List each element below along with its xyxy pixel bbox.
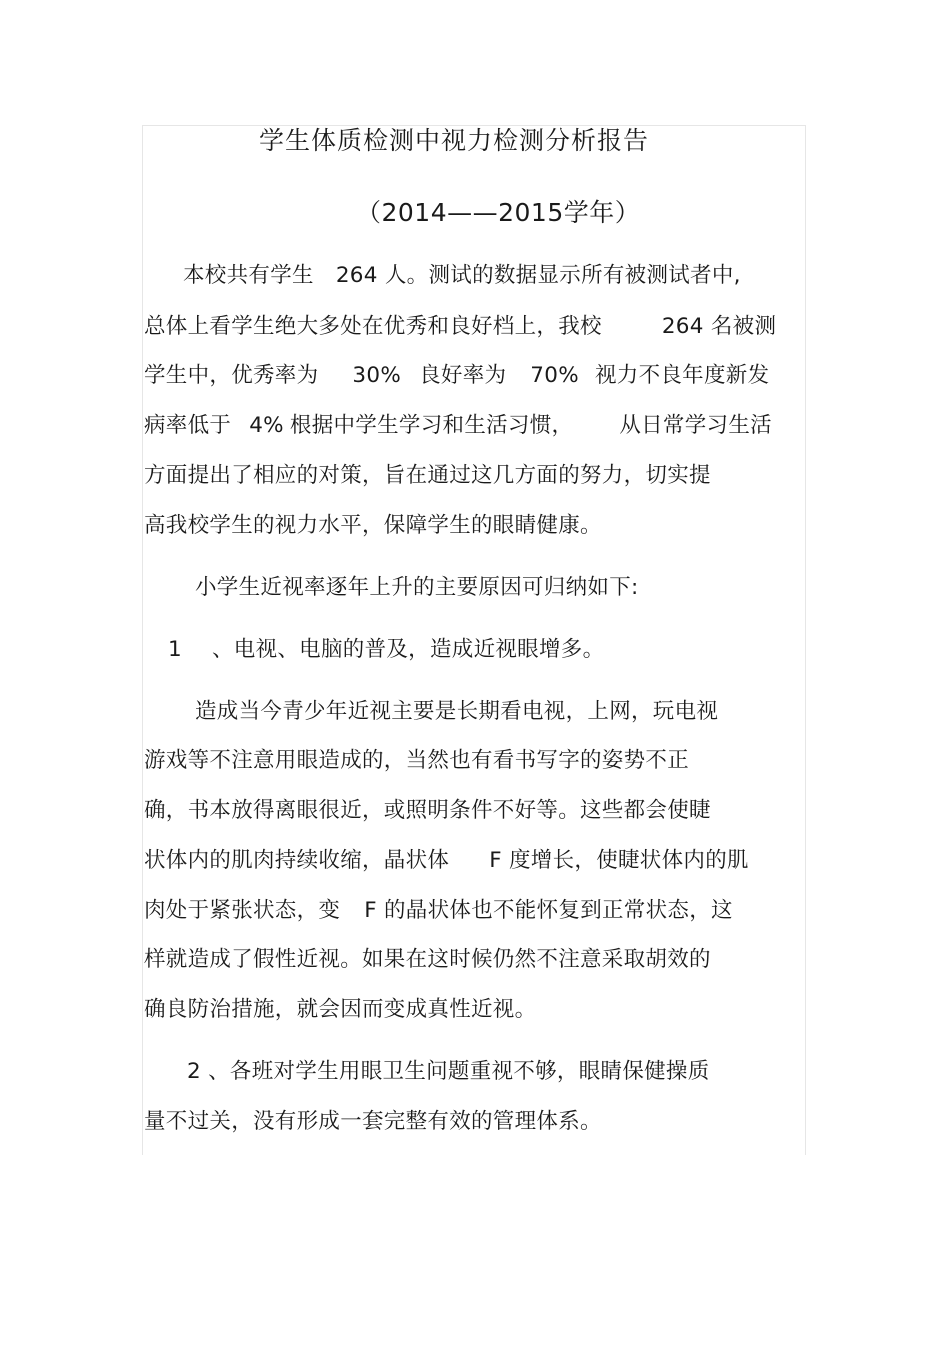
text-segment: 病率低于 bbox=[144, 413, 232, 438]
paragraph-line: 量不过关，没有形成一套完整有效的管理体系。 bbox=[144, 1109, 602, 1134]
paragraph-line bbox=[144, 848, 749, 874]
text-segment: 学生中，优秀率为 bbox=[144, 363, 319, 388]
text-segment: 状体内的肌肉持续收缩，晶状体 bbox=[144, 848, 450, 873]
text-segment: 30% bbox=[352, 363, 402, 388]
paragraph-line bbox=[183, 263, 741, 289]
text-segment: F 度增长，使睫状体内的肌 bbox=[489, 848, 749, 873]
text-segment: 、电视、电脑的普及，造成近视眼增多。 bbox=[211, 637, 605, 662]
paragraph-line: 高我校学生的视力水平，保障学生的眼睛健康。 bbox=[144, 513, 602, 538]
paragraph-line: 确良防治措施，就会因而变成真性近视。 bbox=[144, 997, 537, 1022]
paragraph-line: 小学生近视率逐年上升的主要原因可归纳如下: bbox=[195, 575, 639, 600]
text-segment: F 的晶状体也不能怀复到正常状态，这 bbox=[364, 898, 733, 923]
document-subtitle: （2014——2015学年） bbox=[356, 198, 641, 227]
paragraph-line: 造成当今青少年近视主要是长期看电视，上网，玩电视 bbox=[195, 699, 719, 724]
document-title: 学生体质检测中视力检测分析报告 bbox=[259, 126, 650, 155]
text-segment: 总体上看学生绝大多处在优秀和良好档上，我校 bbox=[144, 314, 602, 339]
paragraph-line bbox=[144, 363, 769, 389]
text-segment: 良好率为 bbox=[419, 363, 507, 388]
list-item-heading: 2 、各班对学生用眼卫生问题重视不够，眼睛保健操质 bbox=[187, 1059, 710, 1084]
paragraph-line: 方面提出了相应的对策，旨在通过这几方面的努力，切实提 bbox=[144, 463, 711, 488]
text-segment: 70% bbox=[530, 363, 579, 388]
list-number: 1 bbox=[168, 637, 182, 662]
text-segment: 从日常学习生活 bbox=[619, 413, 772, 438]
text-segment: 肉处于紧张状态，变 bbox=[144, 898, 341, 923]
text-segment: 根据中学生学习和生活习惯， bbox=[289, 413, 574, 438]
paragraph-line: 确，书本放得离眼很近，或照明条件不好等。这些都会使睫 bbox=[144, 798, 711, 823]
paragraph-line: 游戏等不注意用眼造成的，当然也有看书写字的姿势不正 bbox=[144, 748, 690, 773]
text-segment: 264 名被测 bbox=[661, 314, 777, 339]
text-segment: 264 人。测试的数据显示所有被测试者中, bbox=[335, 263, 741, 288]
list-item-heading bbox=[168, 637, 604, 663]
paragraph-line bbox=[144, 898, 733, 924]
text-segment: 本校共有学生 bbox=[183, 263, 314, 288]
paragraph-line bbox=[144, 314, 776, 340]
paragraph-line bbox=[144, 413, 772, 439]
text-segment: 4% bbox=[249, 413, 284, 438]
paragraph-line: 样就造成了假性近视。如果在这时候仍然不注意采取胡效的 bbox=[144, 947, 711, 972]
text-segment: 视力不良年度新发 bbox=[594, 363, 770, 388]
